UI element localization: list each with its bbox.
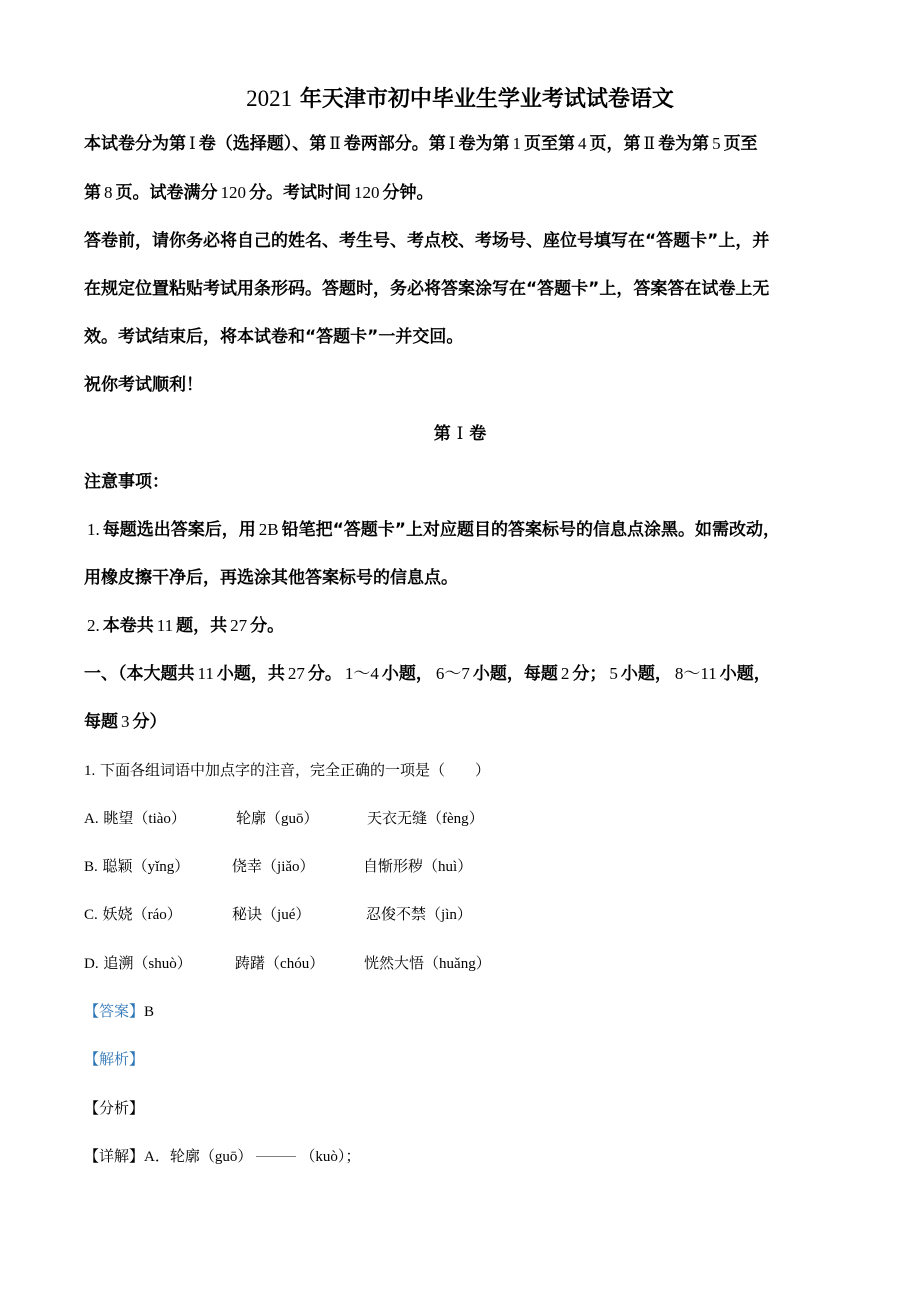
numeral-segment: Ⅰ — [448, 134, 456, 153]
numeral-segment: 1. — [87, 520, 100, 539]
option-b-item-2: 侥幸（jiǎo） — [232, 857, 315, 875]
section-heading — [0, 422, 920, 446]
section-heading-post: 卷 — [469, 424, 487, 444]
text-segment: 小题， — [719, 664, 771, 684]
option-d-item-2: 踌躇（chóu） — [235, 954, 325, 972]
option-c-item-3: 忍俊不禁（jìn） — [366, 905, 472, 923]
question-number: 1. — [84, 763, 96, 779]
text-segment: 分。考试时间 — [249, 183, 351, 203]
option-d-letter-and-item-1: D. 追溯（shuò） — [84, 954, 192, 972]
detail-wrong-pinyin: guō — [214, 1149, 238, 1165]
numeral-segment: 2B — [258, 520, 279, 539]
title-text: 年天津市初中毕业生学业考试试卷语文 — [299, 87, 674, 112]
numeral-segment: 11 — [197, 664, 214, 683]
part-one-line-1 — [84, 662, 771, 686]
text-segment: 页至 — [723, 134, 758, 154]
option-a-item-3: 天衣无缝（fèng） — [367, 809, 484, 827]
numeral-segment: 3 — [121, 712, 130, 731]
numeral-segment: 5 — [609, 664, 618, 683]
part-one-line-2 — [84, 710, 167, 734]
instructions-line-3: 效。考试结束后，将本试卷和“答题卡”一并交回。 — [84, 327, 464, 347]
text-segment: 题，共 — [176, 616, 228, 636]
numeral-segment: Ⅰ — [189, 134, 196, 153]
intro-line-1 — [84, 132, 758, 156]
question-stem: 下面各组词语中加点字的注音，完全正确的一项是（ ） — [100, 761, 491, 779]
instructions-line-2: 在规定位置粘贴考试用条形码。答题时，务必将答案涂写在“答题卡”上，答案答在试卷上无 — [84, 279, 770, 299]
intro-line-2 — [84, 181, 434, 205]
text-segment: 小题， — [620, 664, 672, 684]
text-segment: 小题，共 — [216, 664, 285, 684]
text-segment: 本卷共 — [102, 616, 154, 636]
text-segment: 卷（选择题）、第 — [198, 134, 327, 154]
note-1-line-1 — [84, 518, 780, 542]
text-segment: 分。 — [250, 616, 285, 636]
text-segment: 分钟。 — [382, 183, 434, 203]
option-c-item-2: 秘诀（jué） — [232, 905, 311, 923]
numeral-segment: 8～11 — [674, 664, 717, 683]
text-segment: 页至第 — [524, 134, 575, 154]
option-a-item-2: 轮廓（guō） — [236, 809, 319, 827]
text-segment: 分； — [572, 664, 607, 684]
text-segment: 卷为第 — [658, 134, 710, 154]
numeral-segment: 27 — [230, 616, 248, 635]
title-year: 2021 — [246, 86, 293, 111]
numeral-segment: 120 — [220, 183, 246, 202]
detail-prefix: A． — [144, 1149, 170, 1165]
numeral-segment: 120 — [354, 183, 380, 202]
note-1-line-2: 用橡皮擦干净后，再选涂其他答案标号的信息点。 — [84, 568, 458, 588]
text-segment: 页，第 — [589, 134, 641, 154]
answer-value: B — [144, 1004, 155, 1020]
option-b-item-3: 自惭形秽（huì） — [363, 857, 473, 875]
detail-line: 【详解】A．轮廓（guō） （kuò）； — [84, 1147, 361, 1165]
numeral-segment: Ⅱ — [643, 134, 656, 153]
numeral-segment: 8 — [104, 183, 113, 202]
option-a-letter-and-item-1: A. 眺望（tiào） — [84, 809, 186, 827]
numeral-segment: 6～7 — [435, 664, 470, 683]
answer-line — [84, 1000, 154, 1023]
text-segment: 页。试卷满分 — [115, 183, 218, 203]
text-segment: 小题， — [381, 664, 433, 684]
text-segment: 卷两部分。第 — [343, 134, 446, 154]
document-title — [0, 84, 920, 115]
section-heading-pre: 第 — [433, 424, 451, 444]
text-segment: 本试卷分为第 — [84, 134, 186, 154]
dash-divider — [256, 1156, 296, 1157]
numeral-segment: 5 — [712, 134, 721, 153]
text-segment: 每题 — [84, 712, 118, 732]
text-segment: 每题选出答案后，用 — [102, 520, 256, 540]
numeral-segment: 1～4 — [344, 664, 379, 683]
numeral-segment: 2 — [560, 664, 570, 683]
analysis-label: 【解析】 — [84, 1050, 145, 1068]
answer-label: 【答案】 — [84, 1002, 145, 1020]
detail-right-pinyin: kuò — [315, 1149, 338, 1165]
note-2 — [84, 614, 284, 638]
instructions-line-1: 答卷前，请你务必将自己的姓名、考生号、考点校、考场号、座位号填写在“答题卡”上，并 — [84, 231, 770, 251]
detail-label: 【详解】 — [84, 1147, 145, 1165]
text-segment: 第 — [84, 183, 101, 203]
numeral-segment: 2. — [87, 616, 100, 635]
section-heading-numeral: Ⅰ — [456, 424, 464, 443]
text-segment: 分） — [132, 712, 167, 732]
detail-end: ； — [345, 1147, 361, 1165]
numeral-segment: 27 — [287, 664, 305, 683]
text-segment: 小题，每题 — [472, 664, 558, 684]
notes-heading: 注意事项： — [84, 472, 169, 492]
option-c-letter-and-item-1: C. 妖娆（ráo） — [84, 905, 182, 923]
option-d-item-3: 恍然大悟（huǎng） — [364, 954, 491, 972]
wish-text: 祝你考试顺利！ — [84, 375, 203, 395]
text-segment: 分。 — [307, 664, 342, 684]
numeral-segment: 1 — [512, 134, 521, 153]
numeral-segment: 4 — [578, 134, 587, 153]
option-b-letter-and-item-1: B. 聪颖（yǐng） — [84, 857, 190, 875]
question-1-stem — [84, 758, 490, 783]
text-segment: 铅笔把“答题卡”上对应题目的答案标号的信息点涂黑。如需改动， — [281, 520, 780, 540]
text-segment: 卷为第 — [458, 134, 510, 154]
detail-word: 轮廓 — [169, 1147, 200, 1165]
numeral-segment: Ⅱ — [329, 134, 341, 153]
numeral-segment: 11 — [156, 616, 174, 635]
fenxi-label: 【分析】 — [84, 1099, 145, 1117]
text-segment: 一、（本大题共 — [84, 664, 195, 684]
